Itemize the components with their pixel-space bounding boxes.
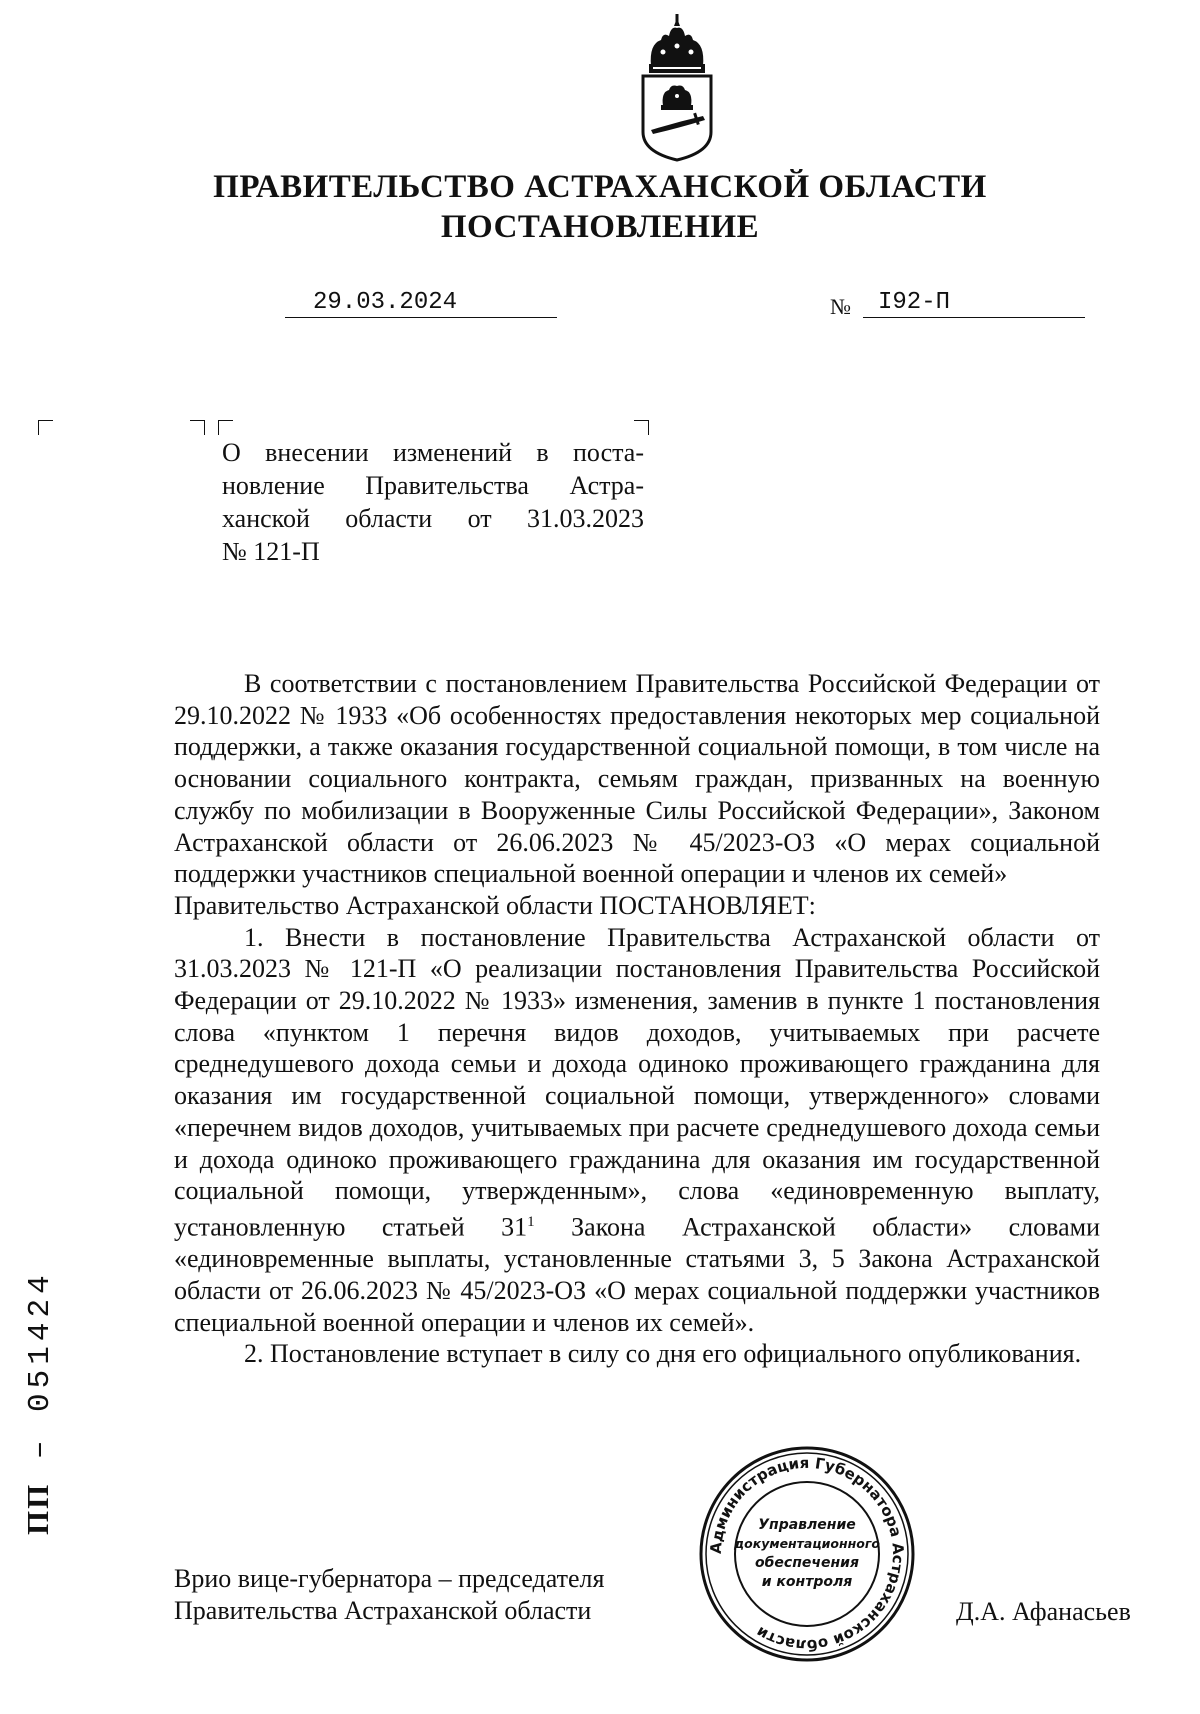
official-stamp [698,1445,916,1663]
position-line-1: Врио вице-губернатора – председателя [174,1564,605,1593]
subject-line: ханской области от 31.03.2023 [222,504,644,533]
number-underline [863,317,1085,318]
serial-dash: – [23,1435,58,1460]
subject-line: № 121-П [222,537,320,566]
subject-bracket-right [634,420,649,435]
subject-line: О внесении изменений в поста- [222,438,644,467]
document-date: 29.03.2024 [313,289,458,316]
stamp-inner-line: и контроля [761,1574,853,1590]
signatory-name: Д.А. Афанасьев [956,1597,1131,1626]
signatory-position [174,1563,604,1627]
coat-of-arms-emblem [633,14,721,162]
subject-bracket-left [218,420,233,435]
date-underline [285,317,557,318]
document-subject [222,436,644,568]
corner-mark-top-left [38,420,53,435]
organization-title: ПРАВИТЕЛЬСТВО АСТРАХАНСКОЙ ОБЛАСТИ [213,169,987,205]
item-1-text-continued: Закона Астраханской области» словами «единовременные выплаты, установленные статьями 3, 5 Закона Астраханской области от 26.06.2023 № 45/2023-ОЗ «О мерах социальной поддержки участников специальной военной операции и членов их семей». [174,1212,1100,1337]
form-serial-number [20,1270,58,1535]
stamp-outer-text: Администрация Губернатора Астраханской области [706,1453,908,1655]
corner-mark-top-right [190,420,205,435]
serial-series: ПП [20,1482,55,1535]
item-2-paragraph: 2. Постановление вступает в силу со дня его официального опубликования. [244,1339,1082,1369]
number-label: № [830,294,851,319]
position-line-2: Правительства Астраханской области [174,1596,592,1625]
subject-line: новление Правительства Астра- [222,471,644,500]
preamble-paragraph: В соответствии с постановлением Правительства Российской Федерации от 29.10.2022 № 1933 «Об особенностях предоставления некоторых мер социальной поддержки, а также оказания государственной социальной помощи, в том числе на основании социального контракта, семьям граждан, призванных на военную службу по мобилизации в Вооруженные Силы Российской Федерации», Законом Астраханской области от 26.06.2023 № 45/2023-ОЗ «О мерах социальной поддержки участников специальной военной операции и членов их семей» [174,669,1100,889]
stamp-inner-line: Управление [758,1517,856,1533]
document-body [174,668,1100,1370]
astrakhan-coat-of-arms-icon [633,14,721,162]
superscript: 1 [527,1213,535,1230]
item-1-text: 1. Внести в постановление Правительства Астраханской области от 31.03.2023 № 121-П «О реализации постановления Правительства Российской Федерации от 29.10.2022 № 1933» изменения, заменив в пункте 1 постановления слова «пунктом 1 перечня видов доходов, учитываемых при расчете среднедушевого дохода семьи и дохода одиноко проживающего гражданина для оказания им государственной социальной помощи, утвержденного» словами «перечнем видов доходов, учитываемых при расчете среднедушевого дохода семьи и дохода одиноко проживающего гражданина для оказания им государственной социальной помощи, утвержденным», слова «единовременную выплату, установленную статьей 31 [174,922,1100,1242]
document-number: I92-П [878,289,951,316]
decree-line: Правительство Астраханской области ПОСТАНОВЛЯЕТ: [174,890,816,920]
item-1-paragraph [174,922,1100,1339]
document-type: ПОСТАНОВЛЕНИЕ [440,209,760,245]
stamp-inner-line: документационного [734,1536,880,1551]
serial-number: 051424 [23,1270,58,1412]
stamp-graphic [698,1445,916,1663]
stamp-inner-line: обеспечения [755,1555,859,1571]
